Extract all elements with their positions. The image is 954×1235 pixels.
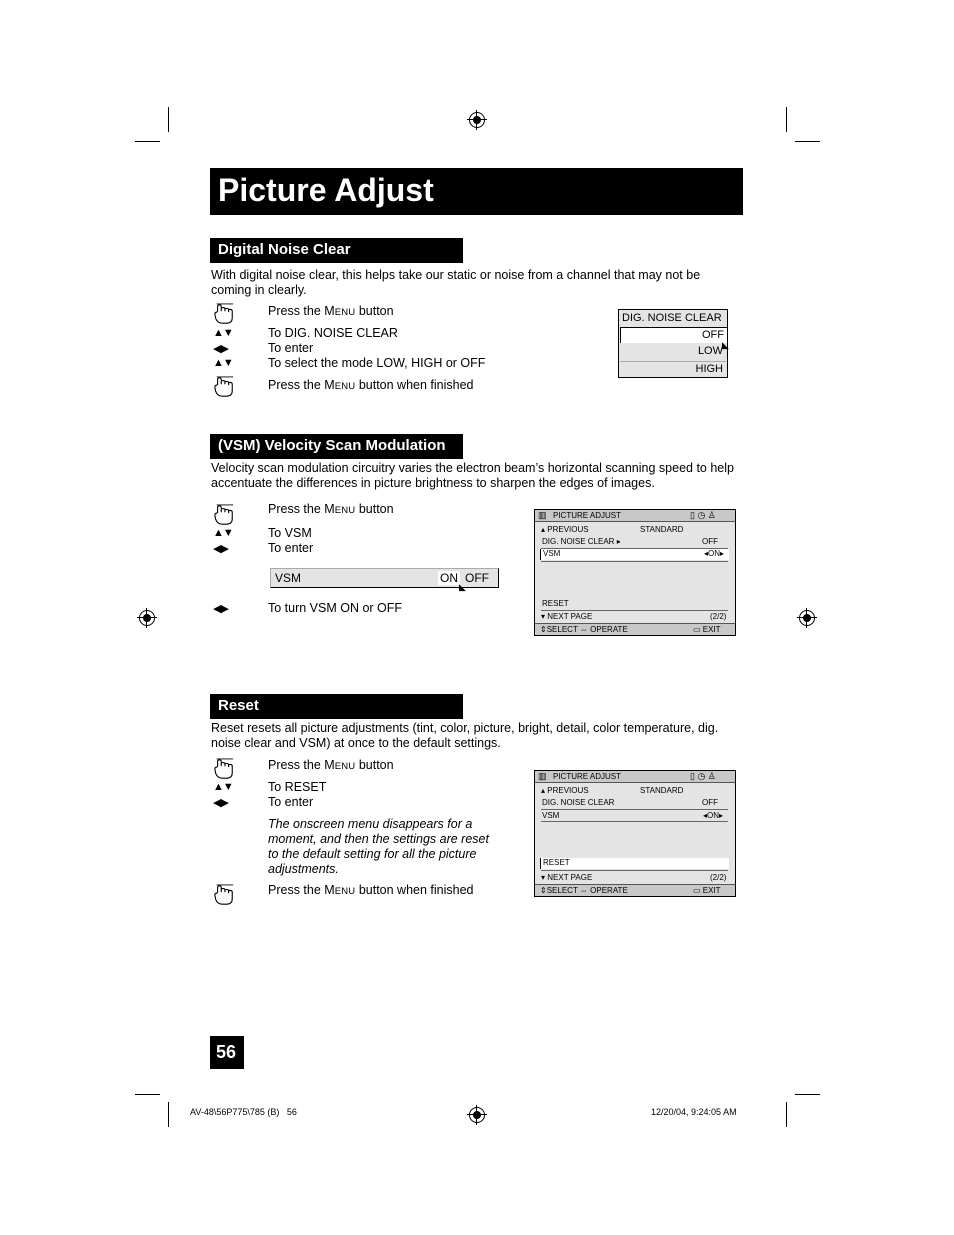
osd-divider [541,809,728,810]
crop-mark [135,1094,160,1095]
menu-button-hand-icon [213,758,235,780]
section-intro [211,461,746,491]
section-intro [211,721,746,751]
left-right-arrow-icon: ◀▶ [213,603,228,615]
cursor-icon: ◣ [722,340,729,350]
step-text: To turn VSM ON or OFF [268,601,403,615]
section-heading: (VSM) Velocity Scan Modulation [218,437,446,454]
osd-divider [541,870,728,871]
section-heading-bar [210,694,463,719]
osd-previous: ▴ PREVIOUS [541,786,589,795]
osd-dnc: DIG. NOISE CLEAR [542,798,615,807]
reset-note [268,817,489,877]
step-text: Press the MENU button when finished [268,378,474,392]
osd-footer: ⇕SELECT ⇔ OPERATE ▭ EXIT [535,884,735,896]
registration-mark-icon [469,112,485,128]
osd-footer: ⇕SELECT ⇔ OPERATE ▭ EXIT [535,623,735,635]
cursor-icon: ◣ [459,582,466,592]
page-number-box [210,1036,244,1069]
left-right-arrow-icon: ◀▶ [213,543,228,555]
dnc-option-off: OFF [620,327,727,343]
registration-mark-icon [469,1107,485,1123]
step-text: Press the MENU button [268,304,394,318]
osd-menu-icon: ▥ [538,510,547,520]
osd-reset-row: RESET [540,858,729,869]
osd-next-page: ▾ NEXT PAGE [541,873,593,882]
intro-line: Reset resets all picture adjustments (tint, color, picture, bright, detail, color temperature, dig. [211,721,719,735]
crop-mark [786,107,787,132]
step-text: Press the MENU button [268,502,394,516]
osd-page: (2/2) [710,873,727,882]
osd-menu-icon: ▥ [538,771,547,781]
registration-mark-icon [799,610,815,626]
osd-title: PICTURE ADJUST [553,511,622,520]
section-heading: Reset [218,697,259,714]
note-line: adjustments. [268,862,339,876]
step-text: To enter [268,795,314,809]
step-text: To RESET [268,780,327,794]
step-text: To VSM [268,526,312,540]
footer-right: 12/20/04, 9:24:05 AM [651,1107,737,1117]
osd-page: (2/2) [710,612,727,621]
osd-vsm-value: ◂ON▸ [703,811,724,820]
note-line: The onscreen menu disappears for a [268,817,473,831]
osd-exit: ▭ EXIT [693,625,721,634]
osd-dnc-value: OFF [702,798,718,807]
vsm-on-option: ON [440,571,458,585]
section-heading: Digital Noise Clear [218,241,351,258]
intro-line: accentuate the differences in picture brightness to sharpen the edges of images. [211,476,655,490]
vsm-bar [270,568,499,592]
osd-reset: RESET [542,599,569,608]
menu-button-hand-icon [213,884,235,906]
page-title-bar [210,168,743,215]
osd-vsm-row: VSM ◂ON▸ [540,549,729,560]
intro-line: Velocity scan modulation circuitry varies the electron beam’s horizontal scanning speed to help [211,461,734,475]
intro-line: coming in clearly. [211,283,307,297]
osd-divider [541,561,728,562]
menu-button-hand-icon [213,504,235,526]
osd-status-icons: ▯ ◷ ♙ [690,771,716,781]
vsm-off-option: OFF [465,571,489,585]
left-right-arrow-icon: ◀▶ [213,797,228,809]
osd-header [535,771,735,783]
menu-button-hand-icon [213,376,235,398]
osd-vsm: VSM [542,811,560,820]
crop-mark [795,1094,820,1095]
step-text: To enter [268,541,314,555]
page-number: 56 [216,1042,237,1062]
osd-header [535,510,735,522]
osd-standard: STANDARD [640,525,684,534]
step-text: To select the mode LOW, HIGH or OFF [268,356,486,370]
section-heading-bar [210,238,463,263]
dnc-menu-title: DIG. NOISE CLEAR [622,312,722,324]
osd-dnc-value: OFF [702,537,718,546]
picture-adjust-osd [534,770,736,897]
footer-left: AV-48\56P775\785 (B) 56 [190,1107,297,1117]
menu-button-hand-icon [213,303,235,325]
up-down-arrow-icon: ▲▼ [213,327,233,339]
registration-mark-icon [139,610,155,626]
step-text: To enter [268,341,314,355]
osd-status-icons: ▯ ◷ ♙ [690,510,716,520]
picture-adjust-osd [534,509,736,636]
crop-mark [795,141,820,142]
step-text: Press the MENU button when finished [268,883,474,897]
intro-line: With digital noise clear, this helps take our static or noise from a channel that may not be [211,268,701,282]
note-line: to the default setting for all the picture [268,847,477,861]
osd-standard: STANDARD [640,786,684,795]
osd-previous: ▴ PREVIOUS [541,525,589,534]
section-intro [211,268,746,298]
osd-title: PICTURE ADJUST [553,772,622,781]
crop-mark [786,1102,787,1127]
osd-divider [541,821,728,822]
section-heading-bar [210,434,463,459]
osd-dnc: DIG. NOISE CLEAR ▸ [542,537,621,546]
dnc-option-low: LOW [697,345,723,357]
dnc-option-high: HIGH [620,361,726,377]
step-text: Press the MENU button [268,758,394,772]
left-right-arrow-icon: ◀▶ [213,343,228,355]
intro-line: noise clear and VSM) at once to the default settings. [211,736,501,750]
vsm-label: VSM [275,571,302,585]
step-text: To DIG. NOISE CLEAR [268,326,398,340]
note-line: moment, and then the settings are reset [268,832,489,846]
osd-next-page: ▾ NEXT PAGE [541,612,593,621]
up-down-arrow-icon: ▲▼ [213,527,233,539]
dnc-menu [618,309,728,378]
up-down-arrow-icon: ▲▼ [213,357,233,369]
osd-exit: ▭ EXIT [693,886,721,895]
osd-divider [541,610,728,611]
crop-mark [168,1102,169,1127]
crop-mark [168,107,169,132]
up-down-arrow-icon: ▲▼ [213,781,233,793]
page-title: Picture Adjust [218,172,434,208]
crop-mark [135,141,160,142]
